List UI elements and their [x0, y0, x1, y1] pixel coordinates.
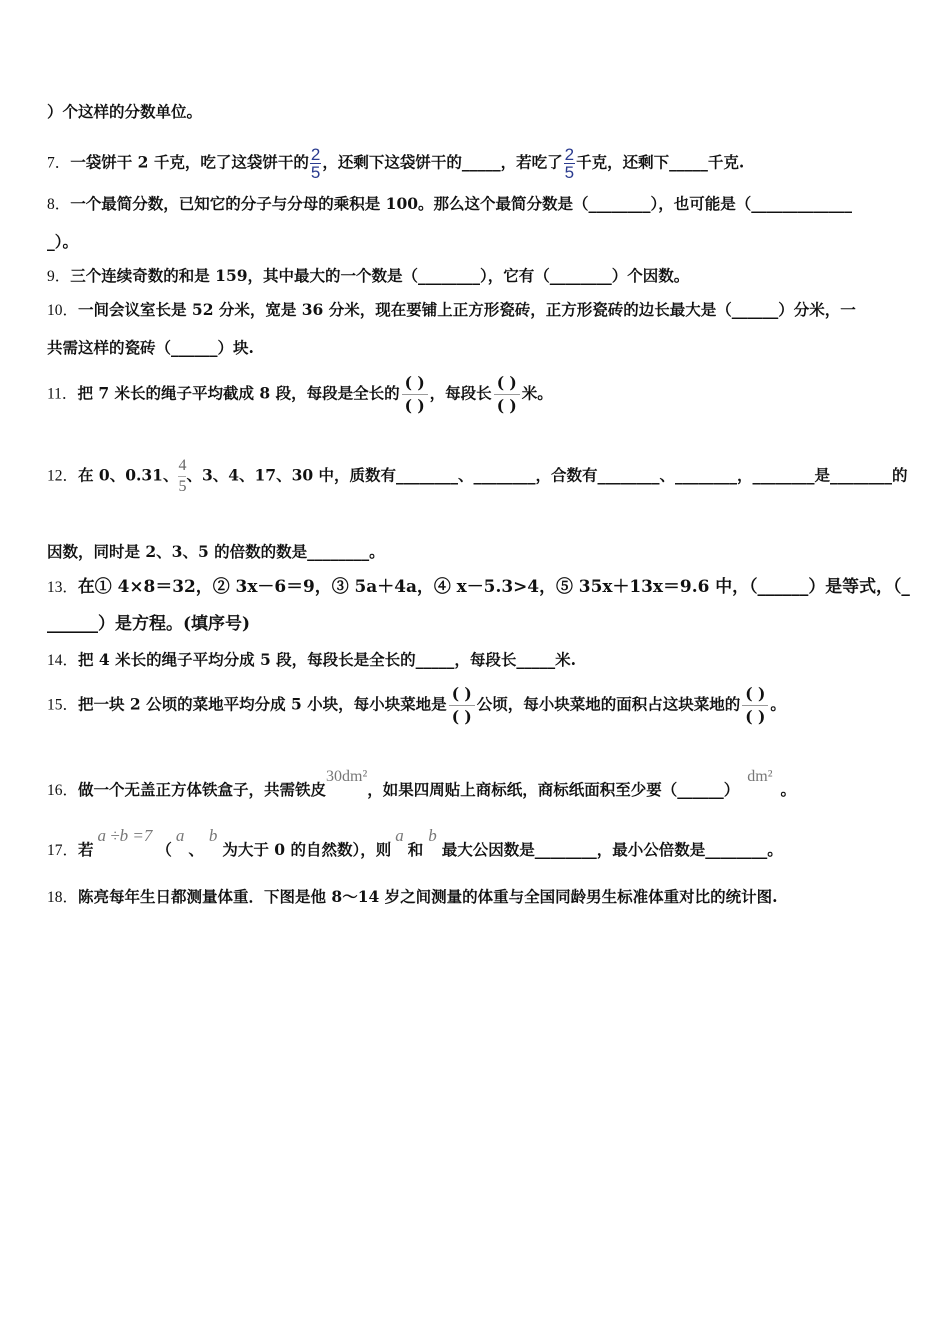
q16-area-value: 30dm²	[326, 768, 368, 785]
question-16	[47, 768, 797, 801]
q15-fraction-1	[449, 683, 475, 728]
q15-number: 15．	[47, 696, 79, 714]
q15-text-b: 公顷，每小块菜地的面积占这块菜地的	[476, 694, 741, 714]
q16-number: 16．	[47, 782, 79, 799]
q10-number: 10．	[47, 302, 79, 319]
q11-frac1-den: ( )	[402, 394, 428, 417]
question-14	[47, 650, 576, 671]
q17-var-a2: a	[395, 826, 404, 845]
q15-text-c: 。	[770, 694, 786, 714]
q13-line1: 在① 4×8＝32，② 3x－6＝9，③ 5a＋4a，④ x－5.3>4，⑤ 35x＋13x＝9.6 中，（______）是等式，（_	[77, 577, 910, 597]
q11-frac2-den: ( )	[494, 394, 520, 417]
q14-text: 把 4 米长的绳子平均分成 5 段，每段长是全长的_____，每段长_____米.	[78, 650, 577, 669]
question-8-cont	[47, 232, 78, 252]
q7-frac2-den: 5	[564, 163, 575, 182]
q16-text-a: 做一个无盖正方体铁盒子，共需铁皮	[78, 780, 327, 799]
q7-text-b: ，还剩下这袋饼干的_____，若吃了	[322, 152, 563, 172]
q17-text-f: 最大公因数是________，最小公倍数是________。	[441, 840, 783, 859]
q7-frac1-num: 2	[310, 145, 321, 164]
q11-frac2-num: ( )	[496, 373, 517, 392]
question-12-cont	[47, 542, 385, 562]
question-13-cont	[47, 614, 250, 634]
q7-number: 7．	[47, 154, 71, 172]
q7-fraction-2	[564, 146, 575, 181]
q17-var-a: a	[175, 826, 185, 845]
q12-frac-den: 5	[178, 478, 187, 495]
q11-frac1-num: ( )	[404, 373, 425, 392]
q9-text: 三个连续奇数的和是 159，其中最大的一个数是（________），它有（________）个因数。	[70, 266, 690, 285]
q13-number: 13．	[47, 579, 78, 596]
q17-text-c: 、	[188, 840, 204, 859]
intro-line	[47, 102, 202, 122]
q17-number: 17．	[47, 842, 79, 859]
q12-text-b: 、3、4、17、30 中，质数有________、________，合数有________、________，________是________的	[186, 465, 908, 485]
q12-number: 12．	[47, 467, 79, 485]
q9-number: 9．	[47, 268, 71, 285]
q10-line2: 共需这样的瓷砖（______）块.	[47, 338, 254, 357]
q7-fraction-1	[310, 146, 321, 181]
q7-frac2-num: 2	[564, 145, 575, 164]
question-17	[47, 826, 783, 861]
question-15	[47, 683, 786, 728]
question-10	[47, 300, 856, 321]
q17-var-b: b	[208, 826, 218, 845]
q17-var-b2: b	[428, 826, 437, 845]
q16-text-b: ，如果四周贴上商标纸，商标纸面积至少要（______）	[367, 780, 740, 799]
q11-text-c: 米。	[521, 383, 553, 403]
question-8	[47, 194, 852, 215]
q11-text-b: ，每段长	[429, 383, 492, 403]
q15-fraction-2	[742, 683, 768, 728]
q11-fraction-2	[494, 372, 520, 417]
q11-fraction-1	[402, 372, 428, 417]
question-18	[47, 887, 778, 908]
q16-text-c: 。	[780, 780, 797, 799]
q12-frac-num: 4	[178, 457, 187, 474]
q12-line2: 因数，同时是 2、3、5 的倍数的数是________。	[47, 542, 385, 561]
q15-frac1-num: ( )	[451, 684, 472, 703]
q7-text-c: 千克，还剩下_____千克.	[576, 152, 745, 172]
q7-text-a: 一袋饼干 2 千克，吃了这袋饼干的	[70, 152, 309, 172]
q8-line1: 一个最简分数，已知它的分子与分母的乘积是 100。那么这个最简分数是（________），也可能是（_____________	[70, 194, 853, 213]
question-13	[47, 577, 910, 598]
q17-text-b: （	[156, 840, 172, 859]
q17-text-d: 为大于 0 的自然数），则	[222, 840, 392, 859]
q11-number: 11．	[47, 385, 78, 403]
q15-frac2-den: ( )	[742, 705, 768, 728]
q16-unit: dm²	[747, 768, 773, 785]
q11-text-a: 把 7 米长的绳子平均截成 8 段，每段是全长的	[77, 383, 400, 403]
q8-number: 8．	[47, 196, 71, 213]
q15-text-a: 把一块 2 公顷的菜地平均分成 5 小块，每小块菜地是	[78, 694, 447, 714]
q17-text-e: 和	[407, 840, 424, 859]
q15-frac1-den: ( )	[449, 705, 475, 728]
q17-expression: a ÷b =7	[97, 826, 153, 845]
q17-text-a: 若	[78, 840, 94, 859]
question-11	[47, 372, 553, 417]
q14-number: 14．	[47, 652, 79, 669]
q8-line2: _）。	[47, 232, 79, 251]
q12-text-a: 在 0、0.31、	[78, 465, 179, 485]
q15-frac2-num: ( )	[745, 684, 766, 703]
q7-frac1-den: 5	[310, 163, 321, 182]
question-10-cont	[47, 338, 254, 358]
intro-text: ）个这样的分数单位。	[47, 102, 203, 121]
q18-text: 陈亮每年生日都测量体重．下图是他 8～14 岁之间测量的体重与全国同龄男生标准体重对比的统计图.	[78, 887, 778, 906]
question-12	[47, 456, 908, 497]
q10-line1: 一间会议室长是 52 分米，宽是 36 分米，现在要铺上正方形瓷砖，正方形瓷砖的边长最大是（______）分米，一	[78, 300, 856, 319]
q18-number: 18．	[47, 889, 79, 906]
q13-line2: ______）是方程。(填序号)	[47, 614, 251, 634]
question-9	[47, 266, 689, 287]
question-7	[47, 146, 744, 181]
